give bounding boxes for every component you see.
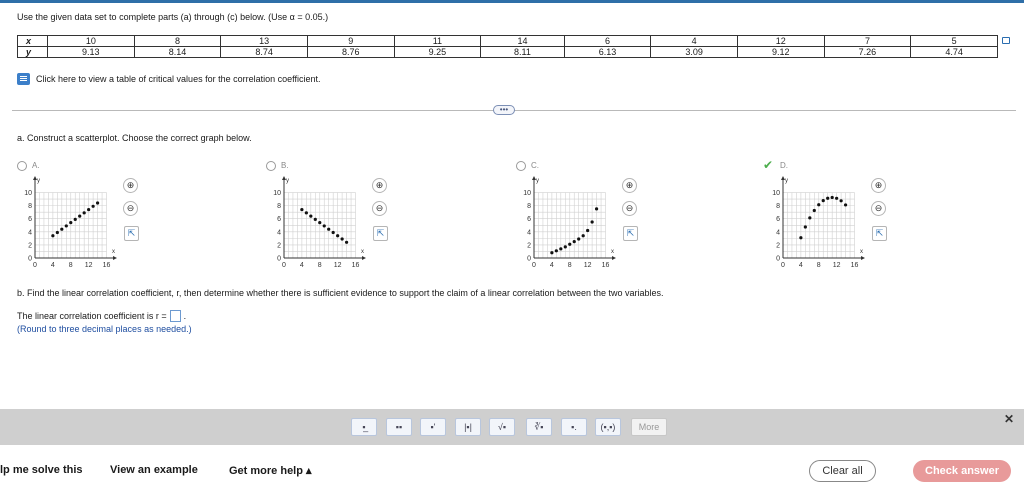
check-answer-button[interactable]: Check answer: [913, 460, 1011, 482]
y-cell: 8.11: [481, 47, 565, 58]
y-cell: 4.74: [911, 47, 998, 58]
data-point: [300, 208, 303, 211]
y-tick-label: 4: [28, 229, 32, 237]
data-point: [74, 218, 77, 221]
data-point: [318, 221, 321, 224]
y-tick-label: 6: [527, 216, 531, 224]
math-tool-button[interactable]: ∛▪: [526, 418, 552, 436]
x-row: [18, 36, 998, 47]
x-cell: 5: [911, 36, 998, 47]
x-tick-label: 12: [333, 262, 342, 269]
answer-suffix: .: [183, 311, 187, 321]
x-cell: 14: [481, 36, 565, 47]
data-point: [56, 231, 59, 234]
zoom-out-icon[interactable]: ⊖: [372, 201, 387, 216]
answer-line: [17, 310, 186, 322]
popout-icon[interactable]: ⇱: [373, 226, 388, 241]
scatterplot-c: [516, 176, 616, 276]
x-tick-label: 8: [68, 262, 73, 269]
y-axis-label: y: [286, 178, 289, 184]
close-toolbar-icon[interactable]: ✕: [1004, 412, 1015, 426]
top-accent-bar: [0, 0, 1024, 3]
zoom-out-icon[interactable]: ⊖: [871, 201, 886, 216]
y-tick-label: 0: [277, 255, 281, 263]
data-point: [577, 237, 580, 240]
scatterplot-a: [17, 176, 117, 276]
data-point: [65, 224, 68, 227]
option-d[interactable]: [765, 160, 905, 272]
data-point: [555, 249, 558, 252]
data-point: [305, 211, 308, 214]
y-tick-label: 4: [527, 229, 531, 237]
y-row: [18, 47, 998, 58]
x-axis-label: x: [860, 249, 863, 255]
y-tick-label: 8: [28, 203, 32, 211]
math-tool-button[interactable]: ▪▪: [386, 418, 412, 436]
data-point: [327, 228, 330, 231]
data-point: [817, 203, 820, 206]
x-cell: 12: [737, 36, 824, 47]
x-cell: 7: [824, 36, 911, 47]
y-tick-label: 6: [277, 216, 281, 224]
x-tick-label: 16: [102, 262, 111, 269]
option-a[interactable]: [17, 160, 157, 272]
x-tick-label: 8: [317, 262, 322, 269]
data-point: [586, 229, 589, 232]
x-tick-label: 4: [50, 262, 55, 269]
r-answer-input[interactable]: [170, 310, 181, 322]
option-radio[interactable]: [17, 161, 27, 171]
option-b[interactable]: [266, 160, 406, 272]
x-axis-arrow: [113, 256, 117, 260]
math-tool-button[interactable]: (▪,▪): [595, 418, 621, 436]
data-point: [51, 234, 54, 237]
math-tool-button[interactable]: ▪': [420, 418, 446, 436]
y-tick-label: 6: [776, 216, 780, 224]
data-point: [822, 199, 825, 202]
data-point: [60, 228, 63, 231]
y-cell: 9.25: [394, 47, 481, 58]
data-point: [92, 205, 95, 208]
data-point: [336, 234, 339, 237]
y-cell: 6.13: [564, 47, 651, 58]
part-b-prompt: b. Find the linear correlation coefficient, r, then determine whether there is sufficient evidence to support the claim of a linear correlation between the two variables.: [17, 288, 664, 298]
instructions: Use the given data set to complete parts (a) through (c) below. (Use α = 0.05.): [17, 12, 329, 22]
data-point: [345, 241, 348, 244]
y-tick-label: 0: [527, 255, 531, 263]
data-point: [844, 203, 847, 206]
math-tool-button[interactable]: |▪|: [455, 418, 481, 436]
data-point: [559, 247, 562, 250]
part-a-prompt: a. Construct a scatterplot. Choose the correct graph below.: [17, 133, 252, 143]
help-me-solve-link[interactable]: lp me solve this: [0, 464, 83, 476]
y-header: y: [18, 47, 48, 58]
data-point: [314, 218, 317, 221]
y-axis-label: y: [37, 178, 40, 184]
data-point: [78, 215, 81, 218]
y-tick-label: 8: [776, 203, 780, 211]
data-point: [323, 224, 326, 227]
data-point: [87, 208, 90, 211]
x-tick-label: 4: [299, 262, 304, 269]
get-more-help-link[interactable]: Get more help ▴: [229, 465, 312, 477]
expand-more-button[interactable]: •••: [493, 105, 515, 115]
zoom-in-icon[interactable]: ⊕: [871, 178, 886, 193]
data-point: [826, 197, 829, 200]
data-point: [799, 236, 802, 239]
data-point: [582, 234, 585, 237]
data-point: [341, 237, 344, 240]
math-toolbar: [0, 409, 1024, 445]
answer-label: The linear correlation coefficient is r =: [17, 311, 167, 321]
y-tick-label: 2: [28, 242, 32, 250]
view-example-link[interactable]: View an example: [110, 464, 198, 476]
option-letter: D.: [780, 161, 788, 170]
y-cell: 9.12: [737, 47, 824, 58]
data-point: [831, 196, 834, 199]
x-tick-label: 0: [282, 262, 286, 269]
option-letter: B.: [281, 161, 289, 170]
option-c[interactable]: [516, 160, 656, 272]
data-point: [591, 220, 594, 223]
x-tick-label: 0: [532, 262, 536, 269]
x-axis-arrow: [612, 256, 616, 260]
y-axis-label: y: [785, 178, 788, 184]
y-tick-label: 4: [277, 229, 281, 237]
zoom-in-icon[interactable]: ⊕: [123, 178, 138, 193]
y-tick-label: 10: [273, 190, 281, 198]
x-axis-arrow: [362, 256, 366, 260]
y-tick-label: 10: [24, 190, 32, 198]
data-point: [69, 221, 72, 224]
x-cell: 9: [307, 36, 394, 47]
data-point: [808, 216, 811, 219]
data-point: [564, 245, 567, 248]
y-tick-label: 6: [28, 216, 32, 224]
x-axis-arrow: [861, 256, 865, 260]
y-tick-label: 2: [527, 242, 531, 250]
data-point: [550, 251, 553, 254]
y-tick-label: 2: [776, 242, 780, 250]
data-point: [96, 201, 99, 204]
x-cell: 10: [48, 36, 135, 47]
x-tick-label: 12: [583, 262, 592, 269]
data-point: [804, 225, 807, 228]
x-tick-label: 12: [832, 262, 841, 269]
critical-values-link-text[interactable]: Click here to view a table of critical values for the correlation coefficient.: [36, 74, 321, 84]
copy-table-icon[interactable]: [1002, 37, 1010, 44]
y-tick-label: 0: [28, 255, 32, 263]
y-tick-label: 4: [776, 229, 780, 237]
x-cell: 6: [564, 36, 651, 47]
zoom-in-icon[interactable]: ⊕: [622, 178, 637, 193]
x-cell: 8: [134, 36, 221, 47]
data-point: [309, 215, 312, 218]
x-axis-label: x: [361, 249, 364, 255]
x-cell: 13: [221, 36, 308, 47]
y-axis-label: y: [536, 178, 539, 184]
clear-all-button[interactable]: Clear all: [809, 460, 876, 482]
zoom-out-icon[interactable]: ⊖: [622, 201, 637, 216]
data-point: [332, 231, 335, 234]
x-tick-label: 12: [84, 262, 93, 269]
option-radio[interactable]: [266, 161, 276, 171]
x-cell: 4: [651, 36, 738, 47]
popout-icon[interactable]: ⇱: [124, 226, 139, 241]
popout-icon[interactable]: ⇱: [623, 226, 638, 241]
x-tick-label: 4: [549, 262, 554, 269]
option-letter: C.: [531, 161, 539, 170]
x-tick-label: 8: [816, 262, 821, 269]
critical-values-link[interactable]: [17, 73, 320, 85]
y-tick-label: 2: [277, 242, 281, 250]
y-cell: 8.76: [307, 47, 394, 58]
y-cell: 8.14: [134, 47, 221, 58]
x-tick-label: 16: [850, 262, 859, 269]
option-letter: A.: [32, 161, 40, 170]
scatterplot-d: [765, 176, 865, 276]
data-point: [573, 240, 576, 243]
data-point: [568, 243, 571, 246]
y-tick-label: 8: [277, 203, 281, 211]
data-point: [595, 207, 598, 210]
y-tick-label: 10: [772, 190, 780, 198]
y-tick-label: 8: [527, 203, 531, 211]
correct-check-icon: ✔: [763, 158, 774, 172]
x-tick-label: 16: [351, 262, 360, 269]
data-point: [835, 197, 838, 200]
data-point: [813, 209, 816, 212]
x-axis-label: x: [611, 249, 614, 255]
option-radio[interactable]: [516, 161, 526, 171]
y-cell: 7.26: [824, 47, 911, 58]
x-axis-label: x: [112, 249, 115, 255]
x-header: x: [18, 36, 48, 47]
popout-icon[interactable]: ⇱: [872, 226, 887, 241]
y-cell: 8.74: [221, 47, 308, 58]
scatterplot-b: [266, 176, 366, 276]
y-tick-label: 0: [776, 255, 780, 263]
math-tool-button[interactable]: √▪: [489, 418, 515, 436]
zoom-out-icon[interactable]: ⊖: [123, 201, 138, 216]
x-tick-label: 8: [567, 262, 572, 269]
y-tick-label: 10: [523, 190, 531, 198]
book-icon: [17, 73, 30, 85]
x-cell: 11: [394, 36, 481, 47]
data-table: [17, 35, 998, 58]
more-tools-button[interactable]: More: [631, 418, 667, 436]
x-tick-label: 0: [33, 262, 37, 269]
y-cell: 9.13: [48, 47, 135, 58]
data-point: [840, 199, 843, 202]
round-note: (Round to three decimal places as needed.): [17, 324, 192, 334]
zoom-in-icon[interactable]: ⊕: [372, 178, 387, 193]
math-tool-button[interactable]: ▪̲: [351, 418, 377, 436]
x-tick-label: 16: [601, 262, 610, 269]
math-tool-button[interactable]: ▪.: [561, 418, 587, 436]
x-tick-label: 0: [781, 262, 785, 269]
data-point: [83, 211, 86, 214]
y-cell: 3.09: [651, 47, 738, 58]
x-tick-label: 4: [798, 262, 803, 269]
